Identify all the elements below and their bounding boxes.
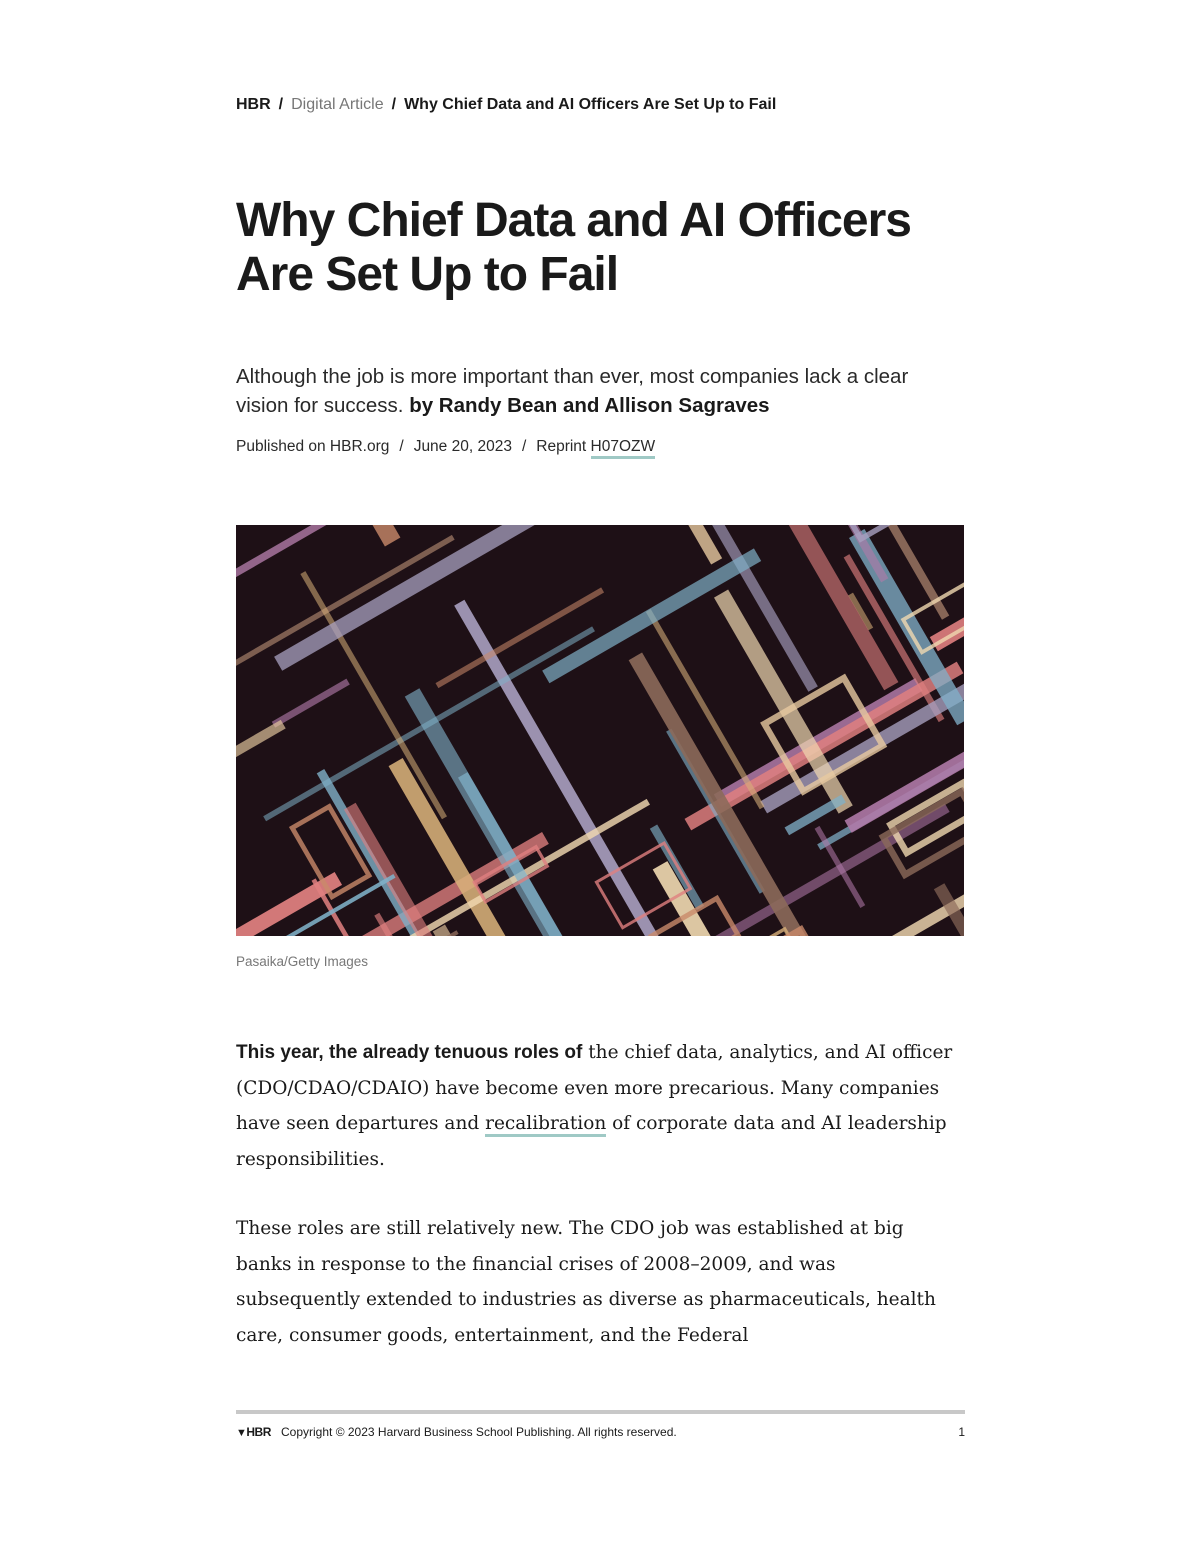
breadcrumb-separator: / — [391, 96, 397, 113]
breadcrumb-home-link[interactable]: HBR — [236, 96, 271, 113]
paragraph-text: the chief data, analytics, and AI officer (CDO/CDAO/CDAIO) have become even more precarious. Many companies have seen departures and — [236, 1042, 953, 1134]
breadcrumb — [236, 96, 776, 114]
meta-separator: / — [399, 438, 404, 455]
article-dek — [236, 362, 956, 420]
body-paragraph: These roles are still relatively new. The CDO job was established at big banks in response to the financial crises of 2008–2009, and was subsequently extended to industries as diverse as pharmaceuticals, health care, consumer goods, entertainment, and the Federal — [236, 1218, 936, 1346]
breadcrumb-section-link[interactable]: Digital Article — [291, 96, 384, 113]
breadcrumb-separator: / — [278, 96, 284, 113]
footer-logo-text: HBR — [246, 1425, 271, 1439]
footer-divider — [236, 1410, 965, 1414]
image-caption: Pasaika/Getty Images — [236, 954, 369, 969]
paragraph-text: of corporate data and AI leadership responsibilities. — [236, 1113, 947, 1170]
shield-icon: ▼ — [236, 1427, 247, 1439]
page-number: 1 — [958, 1425, 965, 1439]
paragraph-lead-in: This year, the already tenuous roles of — [236, 1042, 583, 1063]
publish-date: June 20, 2023 — [413, 438, 512, 455]
meta-separator: / — [521, 438, 527, 455]
byline: by Randy Bean and Allison Sagraves — [409, 394, 770, 417]
reprint-code-link[interactable]: H07OZW — [591, 438, 656, 459]
body-paragraph — [236, 1035, 964, 1177]
article-meta — [236, 438, 655, 456]
circuit-board-image — [236, 525, 964, 936]
recalibration-link[interactable]: recalibration — [485, 1113, 606, 1137]
copyright-text: Copyright © 2023 Harvard Business School Publishing. All rights reserved. — [281, 1425, 677, 1439]
published-source: Published on HBR.org — [236, 438, 390, 455]
hbr-footer-logo — [236, 1425, 271, 1439]
reprint-label: Reprint — [536, 438, 587, 455]
breadcrumb-current: Why Chief Data and AI Officers Are Set Up to Fail — [404, 96, 777, 113]
hero-image — [236, 525, 964, 936]
page-footer — [236, 1424, 965, 1442]
article-title: Why Chief Data and AI Officers Are Set Up to Fail — [236, 194, 911, 301]
dek-text: Although the job is more important than ever, most companies lack a clear vision for success. — [236, 365, 909, 417]
